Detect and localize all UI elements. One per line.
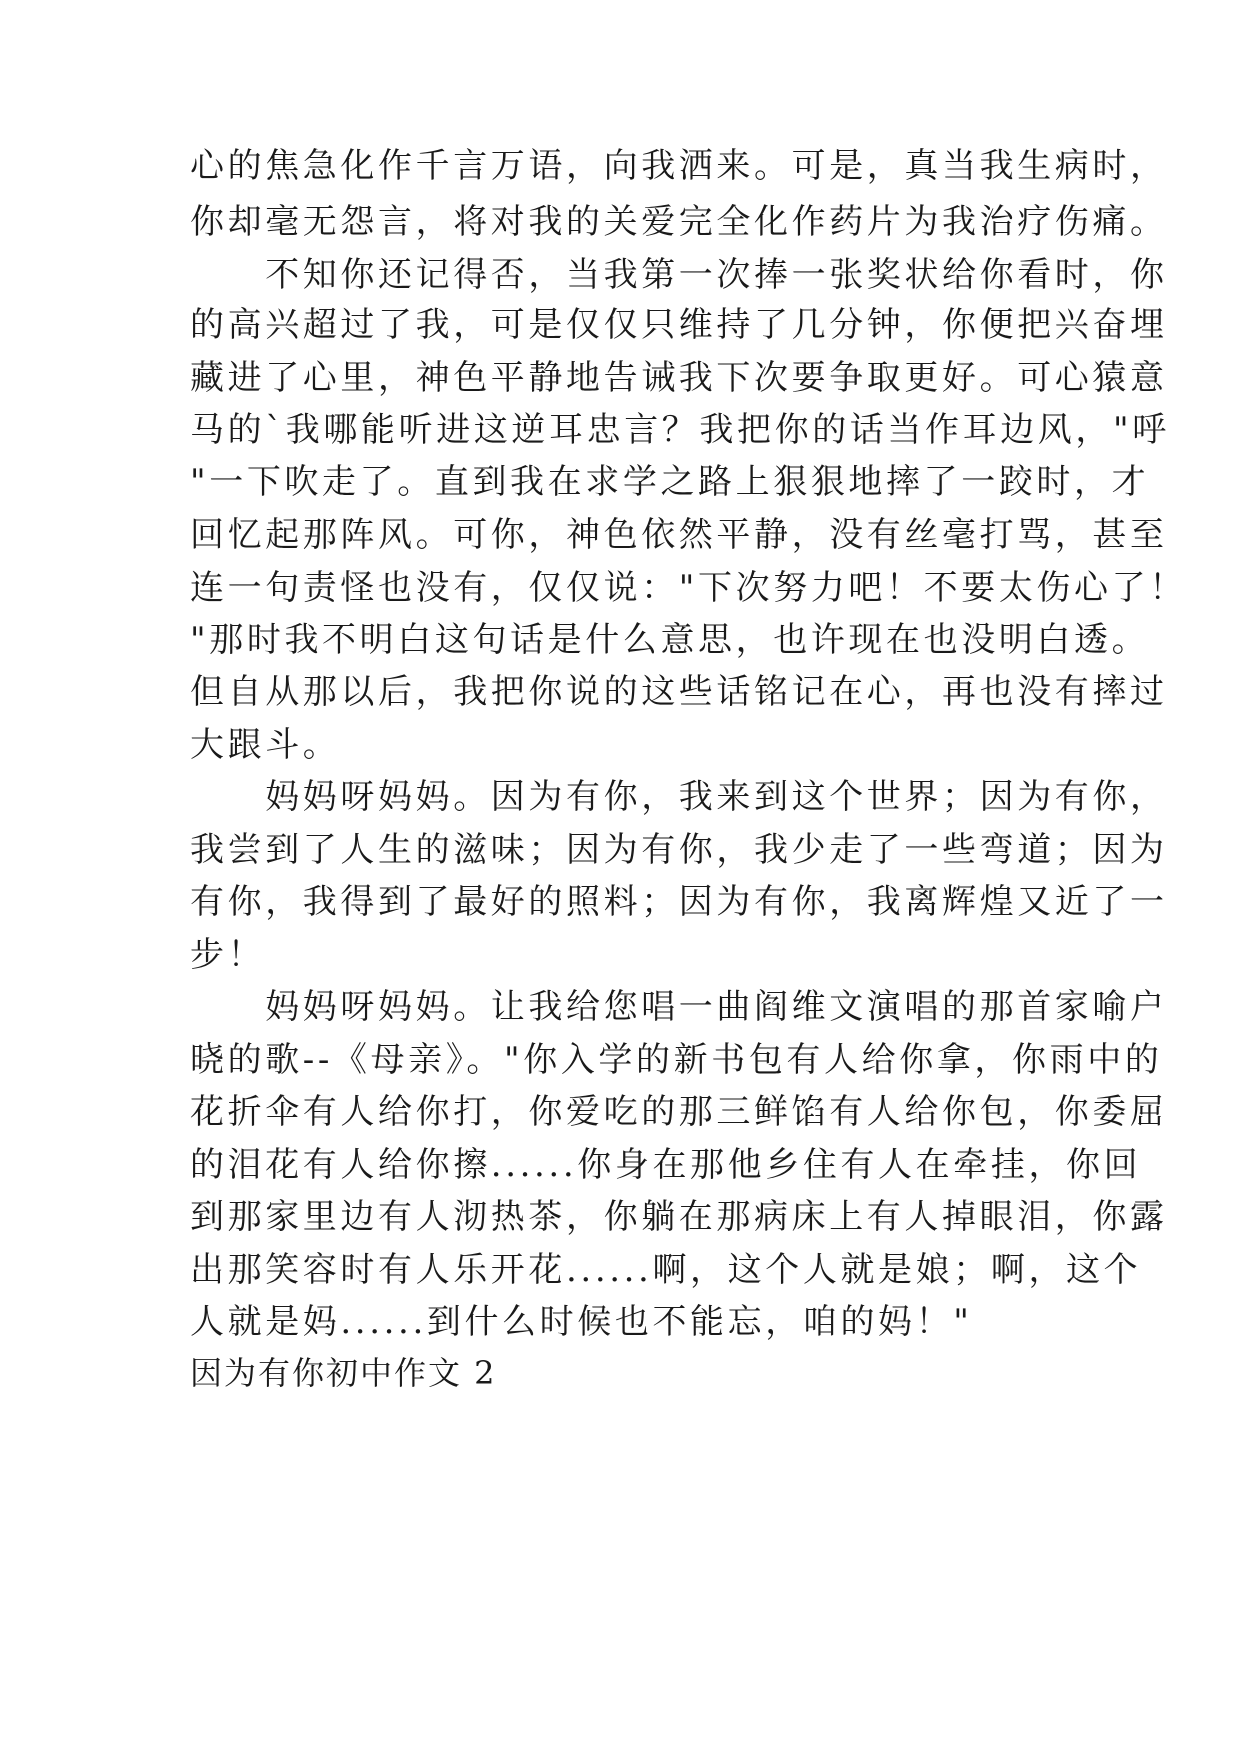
text-line: 花折伞有人给你打，你爱吃的那三鲜馅有人给你包，你委屈 [190,1092,1168,1132]
text-line: "一下吹走了。直到我在求学之路上狠狠地摔了一跤时，才 [190,462,1150,502]
section-heading: 因为有你初中作文 2 [190,1354,497,1392]
text-line: 但自从那以后，我把你说的这些话铭记在心，再也没有摔过 [190,672,1168,712]
text-line: 大跟斗。 [190,725,341,765]
text-line: 人就是妈......到什么时候也不能忘，咱的妈！" [190,1302,973,1342]
text-line: 妈妈呀妈妈。让我给您唱一曲阎维文演唱的那首家喻户 [190,987,1168,1027]
text-line: 你却毫无怨言，将对我的关爱完全化作药片为我治疗伤痛。 [190,202,1168,242]
text-line: 晓的歌--《母亲》。"你入学的新书包有人给你拿，你雨中的 [190,1040,1163,1080]
text-line: 我尝到了人生的滋味；因为有你，我少走了一些弯道；因为 [190,830,1168,870]
text-line: 妈妈呀妈妈。因为有你，我来到这个世界；因为有你， [190,777,1168,817]
text-line: "那时我不明白这句话是什么意思，也许现在也没明白透。 [190,620,1150,660]
text-line: 回忆起那阵风。可你，神色依然平静，没有丝毫打骂，甚至 [190,515,1168,555]
text-line: 出那笑容时有人乐开花......啊，这个人就是娘；啊，这个 [190,1250,1142,1290]
text-line: 心的焦急化作千言万语，向我洒来。可是，真当我生病时， [190,146,1168,186]
text-line: 藏进了心里，神色平静地告诫我下次要争取更好。可心猿意 [190,358,1168,398]
text-line: 不知你还记得否，当我第一次捧一张奖状给你看时，你 [190,255,1168,295]
text-line: 有你，我得到了最好的照料；因为有你，我离辉煌又近了一 [190,882,1168,922]
text-line: 步！ [190,935,266,975]
text-line: 马的`我哪能听进这逆耳忠言？我把你的话当作耳边风，"呼 [190,410,1170,450]
text-line: 连一句责怪也没有，仅仅说："下次努力吧！不要太伤心了！ [190,568,1187,608]
text-line: 到那家里边有人沏热茶，你躺在那病床上有人掉眼泪，你露 [190,1197,1168,1237]
text-line: 的泪花有人给你擦......你身在那他乡住有人在牵挂，你回 [190,1145,1142,1185]
text-line: 的高兴超过了我，可是仅仅只维持了几分钟，你便把兴奋埋 [190,305,1168,345]
